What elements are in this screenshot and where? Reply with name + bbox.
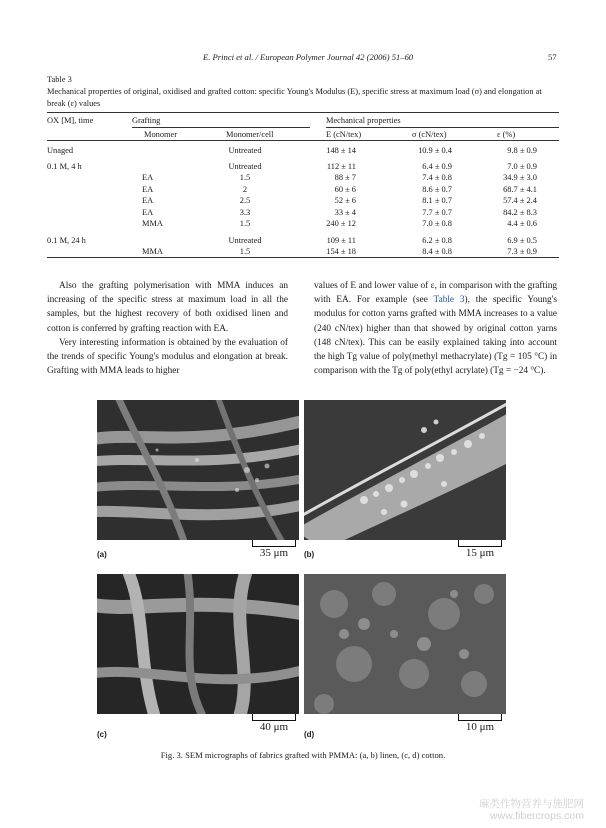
- paragraph: Very interesting information is obtained by the evaluation of the trends of specific Young's modulus and elongation at break. Grafting with MMA leads to higher: [47, 337, 288, 377]
- page-number: 57: [548, 52, 557, 62]
- table-cell: 6.2 ± 0.8: [422, 236, 452, 245]
- col-E: [316, 145, 356, 156]
- table-cell: Untreated: [228, 236, 262, 245]
- table-cell: 109 ± 11: [326, 236, 356, 245]
- scale-bar-line: [252, 714, 296, 721]
- scale-bar-a: [252, 540, 296, 559]
- table-cell: 33 ± 4: [334, 207, 356, 217]
- col-sigma: [400, 145, 452, 156]
- table-cell: EA: [142, 207, 154, 217]
- left-column-text: [47, 279, 288, 378]
- table-cell: 3.3: [239, 207, 251, 217]
- col-monomer: [142, 235, 163, 258]
- th-grafting: Grafting: [132, 116, 161, 125]
- table-cell: 8.4 ± 0.8: [422, 247, 452, 257]
- th-mech: Mechanical properties: [326, 116, 401, 125]
- panel-label-a: (a): [97, 550, 107, 559]
- scale-bar-line: [252, 540, 296, 547]
- table-cell: 1.5: [239, 218, 251, 228]
- scale-bar-c: [252, 714, 296, 733]
- col-sigma: [400, 161, 452, 229]
- scale-bar-label: 15 μm: [465, 547, 495, 559]
- scale-bar-label: 40 μm: [259, 721, 289, 733]
- col-cell: [208, 235, 282, 258]
- table-head-rule: [47, 140, 559, 141]
- table-cell: 1.5: [239, 247, 251, 257]
- grafting-rule: [132, 127, 310, 128]
- paragraph: values of E and lower value of ε, in comparison with the grafting with EA. For example (see Table 3), the specific Young's modulus for cotton yarns grafted with MMA increases to a value (240 cN/tex) higher than that showed by original cotton yarns (148 cN/tex). This can be easily explained taking into account the high Tg value of poly(methyl methacrylate) (Tg = 105 °C) in comparison with the Tg of poly(ethyl acrylate) (Tg = −24 °C).: [314, 281, 557, 377]
- table-cell: 148 ± 14: [326, 146, 356, 155]
- table-caption: Mechanical properties of original, oxidised and grafted cotton: specific Young's Modulus (E), specific stress at maximum load (σ) and elongation at break (ε) values: [47, 87, 542, 108]
- th-ox: OX [M], time: [47, 116, 94, 125]
- table-3-link[interactable]: Table 3: [433, 295, 465, 306]
- watermark-line: 麻类作物营养与施肥网: [479, 798, 584, 810]
- table-cell: 8.6 ± 0.7: [422, 184, 452, 194]
- panel-label-b: (b): [304, 550, 315, 559]
- col-eps: [491, 161, 537, 229]
- col-monomer: [142, 161, 163, 229]
- panel-label-c: (c): [97, 730, 107, 739]
- site-watermark: [479, 798, 584, 822]
- paragraph: Also the grafting polymerisation with MMA induces an increasing of the specific stress at maximum load in all the samples, but the highest recovery of both oxidised linen and cotton is conferred by grafting reaction with EA.: [47, 281, 288, 334]
- table-cell: 112 ± 11: [326, 162, 356, 171]
- col-cell: [208, 161, 282, 229]
- table-cell: 9.8 ± 0.9: [507, 146, 537, 155]
- table-cell: 84.2 ± 8.3: [503, 207, 537, 217]
- th-sigma: σ (cN/tex): [412, 130, 447, 139]
- figure-caption: Fig. 3. SEM micrographs of fabrics grafted with PMMA: (a, b) linen, (c, d) cotton.: [160, 750, 446, 760]
- table-cell: 8.1 ± 0.7: [422, 196, 452, 206]
- table-cell: EA: [142, 173, 154, 183]
- table-cell: 57.4 ± 2.4: [503, 196, 537, 206]
- sem-micrograph-a: [97, 400, 299, 540]
- table-group-label: 0.1 M, 24 h: [47, 236, 86, 245]
- table-cell: 34.9 ± 3.0: [503, 173, 537, 183]
- table-bottom-rule: [47, 257, 559, 258]
- mech-rule: [326, 127, 559, 128]
- table-cell: EA: [142, 196, 154, 206]
- table-cell: [142, 235, 163, 246]
- table-cell: 7.0 ± 0.8: [422, 218, 452, 228]
- th-monomer: Monomer: [144, 130, 178, 139]
- table-top-rule: [47, 112, 559, 113]
- table-cell: EA: [142, 184, 154, 194]
- table-cell: 6.9 ± 0.5: [507, 236, 537, 245]
- sem-micrograph-b: [304, 400, 506, 540]
- table-cell: [142, 161, 163, 172]
- table-cell: 4.4 ± 0.6: [507, 218, 537, 228]
- col-E: [316, 161, 356, 229]
- sem-micrograph-d: [304, 574, 506, 714]
- table-cell: 2.5: [239, 196, 251, 206]
- table-cell: 88 ± 7: [334, 173, 356, 183]
- table-cell: 68.7 ± 4.1: [503, 184, 537, 194]
- col-E: [316, 235, 356, 258]
- col-eps: [491, 145, 537, 156]
- th-E: E (cN/tex): [326, 130, 362, 139]
- sem-micrograph-c: [97, 574, 299, 714]
- table-cell: MMA: [142, 247, 163, 257]
- scale-bar-b: [458, 540, 502, 559]
- table-cell: Untreated: [228, 162, 262, 171]
- running-title: E. Princi et al. / European Polymer Journal 42 (2006) 51–60: [203, 52, 414, 62]
- table-group-label: Unaged: [47, 146, 74, 155]
- scale-bar-label: 35 μm: [259, 547, 289, 559]
- watermark-line: www.fibercrops.com: [490, 810, 584, 822]
- right-column-text: [314, 279, 557, 378]
- table-cell: 7.0 ± 0.9: [507, 162, 537, 171]
- th-eps: ε (%): [497, 130, 516, 139]
- table-cell: 240 ± 12: [326, 218, 356, 228]
- col-sigma: [400, 235, 452, 258]
- th-monomer-cell: Monomer/cell: [226, 130, 274, 139]
- table-cell: Untreated: [228, 146, 262, 155]
- table-cell: 2: [242, 184, 248, 194]
- table-group-label: 0.1 M, 4 h: [47, 162, 82, 171]
- table-cell: 1.5: [239, 173, 251, 183]
- scale-bar-line: [458, 714, 502, 721]
- table-cell: 7.7 ± 0.7: [422, 207, 452, 217]
- scale-bar-label: 10 μm: [465, 721, 495, 733]
- table-cell: 10.9 ± 0.4: [418, 146, 452, 155]
- table-label: Table 3: [47, 75, 72, 84]
- panel-label-d: (d): [304, 730, 315, 739]
- table-cell: 60 ± 6: [334, 184, 356, 194]
- table-cell: MMA: [142, 218, 163, 228]
- table-cell: 7.3 ± 0.9: [507, 247, 537, 257]
- scale-bar-line: [458, 540, 502, 547]
- table-cell: 6.4 ± 0.9: [422, 162, 452, 171]
- table-cell: 154 ± 18: [326, 247, 356, 257]
- table-cell: 52 ± 6: [334, 196, 356, 206]
- col-eps: [491, 235, 537, 258]
- table-cell: 7.4 ± 0.8: [422, 173, 452, 183]
- col-cell: [208, 145, 282, 156]
- scale-bar-d: [458, 714, 502, 733]
